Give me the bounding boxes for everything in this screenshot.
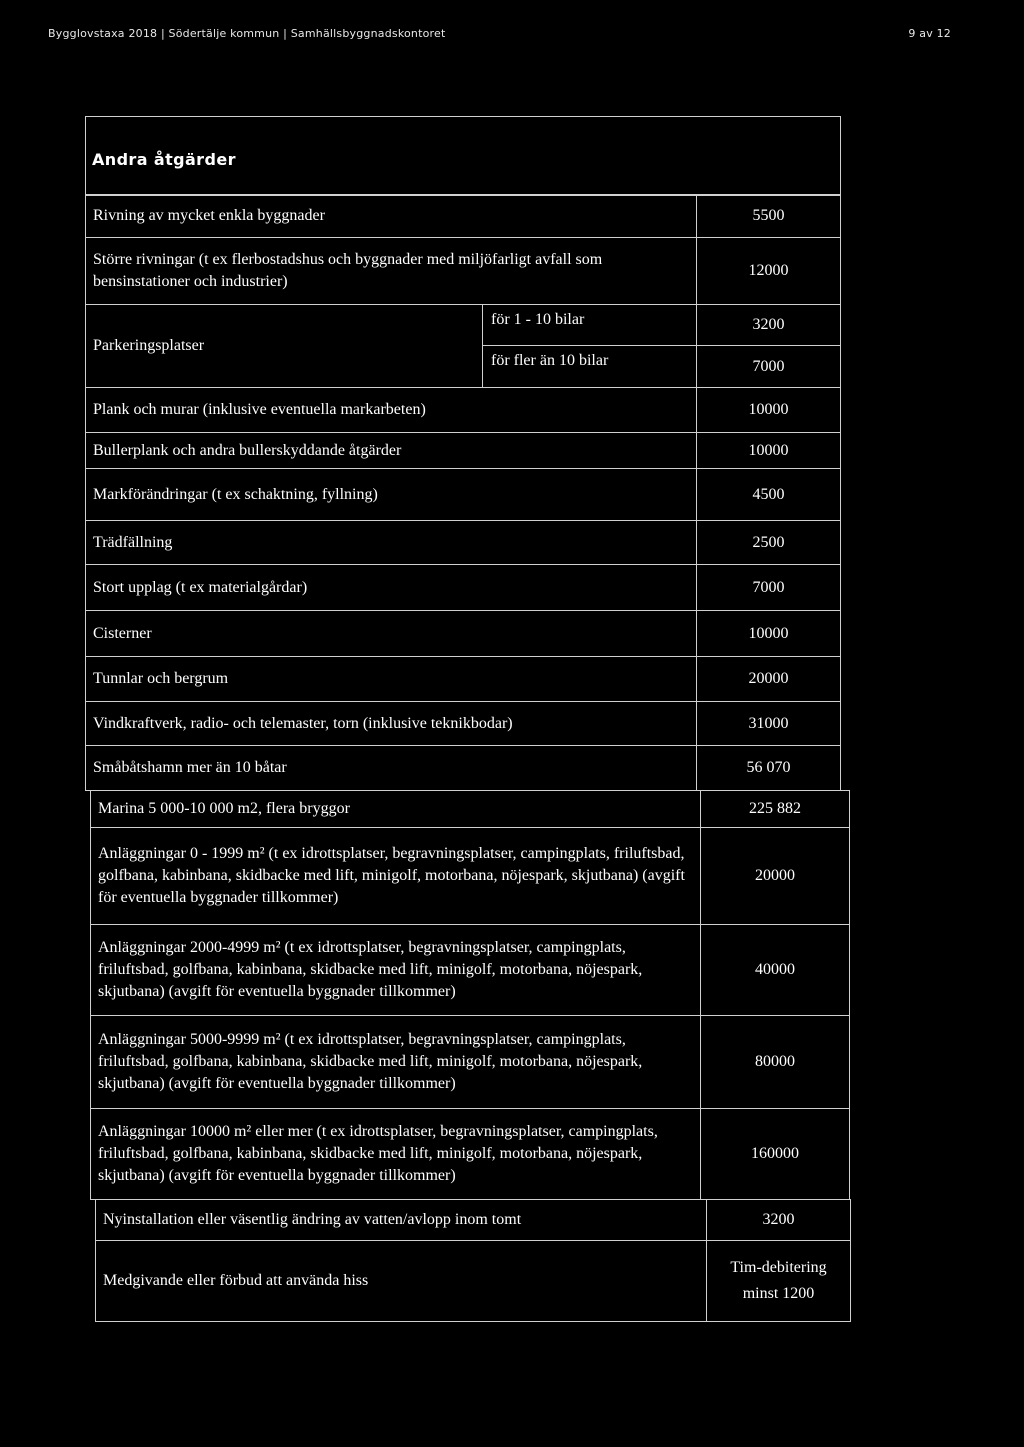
fee-row-label: Tunnlar och bergrum [85, 656, 697, 702]
fee-row-value: 40000 [700, 924, 850, 1016]
fee-row-label: Anläggningar 0 - 1999 m² (t ex idrottsplatser, begravningsplatser, campingplats, friluftsbad, golfbana, kabinbana, skidbacke med lift, minigolf, motorbana, nöjespark, skjutbana) (avgift för eventuella byggnader tillkommer) [90, 827, 701, 925]
header-document-info: Bygglovstaxa 2018 | Södertälje kommun | Samhällsbyggnadskontoret [48, 27, 446, 40]
fee-row-value: 2500 [696, 520, 841, 565]
fee-row-value: 31000 [696, 701, 841, 746]
fee-row-label: Markförändringar (t ex schaktning, fyllning) [85, 468, 697, 521]
fee-row-label: Plank och murar (inklusive eventuella markarbeten) [85, 387, 697, 433]
fee-row-value: 3200 [706, 1199, 851, 1241]
fee-row-label: Medgivande eller förbud att använda hiss [95, 1240, 707, 1322]
fee-subrow-value: 7000 [696, 345, 841, 388]
fee-row-value: 20000 [696, 656, 841, 702]
fee-row-value: 56 070 [696, 745, 841, 791]
fee-subrow-label: för fler än 10 bilar [482, 345, 697, 388]
fee-row-value: 80000 [700, 1015, 850, 1109]
fee-row-value: 225 882 [700, 790, 850, 828]
fee-row-label: Anläggningar 5000-9999 m² (t ex idrottsplatser, begravningsplatser, campingplats, friluftsbad, golfbana, kabinbana, skidbacke med lift, minigolf, motorbana, nöjespark, skjutbana) (avgift för eventuella byggnader tillkommer) [90, 1015, 701, 1109]
fee-value-line: minst 1200 [742, 1285, 815, 1302]
fee-row-label: Anläggningar 2000-4999 m² (t ex idrottsplatser, begravningsplatser, campingplats, friluftsbad, golfbana, kabinbana, skidbacke med lift, minigolf, motorbana, nöjespark, skjutbana) (avgift för eventuella byggnader tillkommer) [90, 924, 701, 1016]
fee-row-label: Större rivningar (t ex flerbostadshus och byggnader med miljöfarligt avfall som bensinstationer och industrier) [85, 237, 697, 305]
fee-row-label: Cisterner [85, 610, 697, 657]
fee-row-label: Rivning av mycket enkla byggnader [85, 194, 697, 238]
section-title: Andra åtgärder [92, 150, 236, 169]
fee-row-label: Marina 5 000-10 000 m2, flera bryggor [90, 790, 701, 828]
fee-row-label: Anläggningar 10000 m² eller mer (t ex idrottsplatser, begravningsplatser, campingplats, friluftsbad, golfbana, kabinbana, skidbacke med lift, minigolf, motorbana, nöjespark, skjutbana) (avgift för eventuella byggnader tillkommer) [90, 1108, 701, 1200]
fee-row-label: Trädfällning [85, 520, 697, 565]
fee-subrow-value: 3200 [696, 304, 841, 346]
fee-row-value: 10000 [696, 610, 841, 657]
fee-subrow-label: för 1 - 10 bilar [482, 304, 697, 346]
fee-row-label: Småbåtshamn mer än 10 båtar [85, 745, 697, 791]
fee-row-value: 7000 [696, 564, 841, 611]
header-page-number: 9 av 12 [908, 27, 951, 40]
fee-row-label: Parkeringsplatser [85, 304, 483, 388]
fee-row-value: 160000 [700, 1108, 850, 1200]
fee-row-value: 4500 [696, 468, 841, 521]
fee-row-value: 10000 [696, 432, 841, 469]
fee-row-value: 12000 [696, 237, 841, 305]
fee-row-label: Stort upplag (t ex materialgårdar) [85, 564, 697, 611]
fee-row-label: Bullerplank och andra bullerskyddande åtgärder [85, 432, 697, 469]
fee-row-value: 5500 [696, 194, 841, 238]
fee-row-value [706, 1240, 851, 1322]
fee-row-value: 10000 [696, 387, 841, 433]
fee-value-line: Tim-debitering [730, 1259, 827, 1276]
fee-row-value: 20000 [700, 827, 850, 925]
fee-row-label: Nyinstallation eller väsentlig ändring av vatten/avlopp inom tomt [95, 1199, 707, 1241]
fee-row-label: Vindkraftverk, radio- och telemaster, torn (inklusive teknikbodar) [85, 701, 697, 746]
